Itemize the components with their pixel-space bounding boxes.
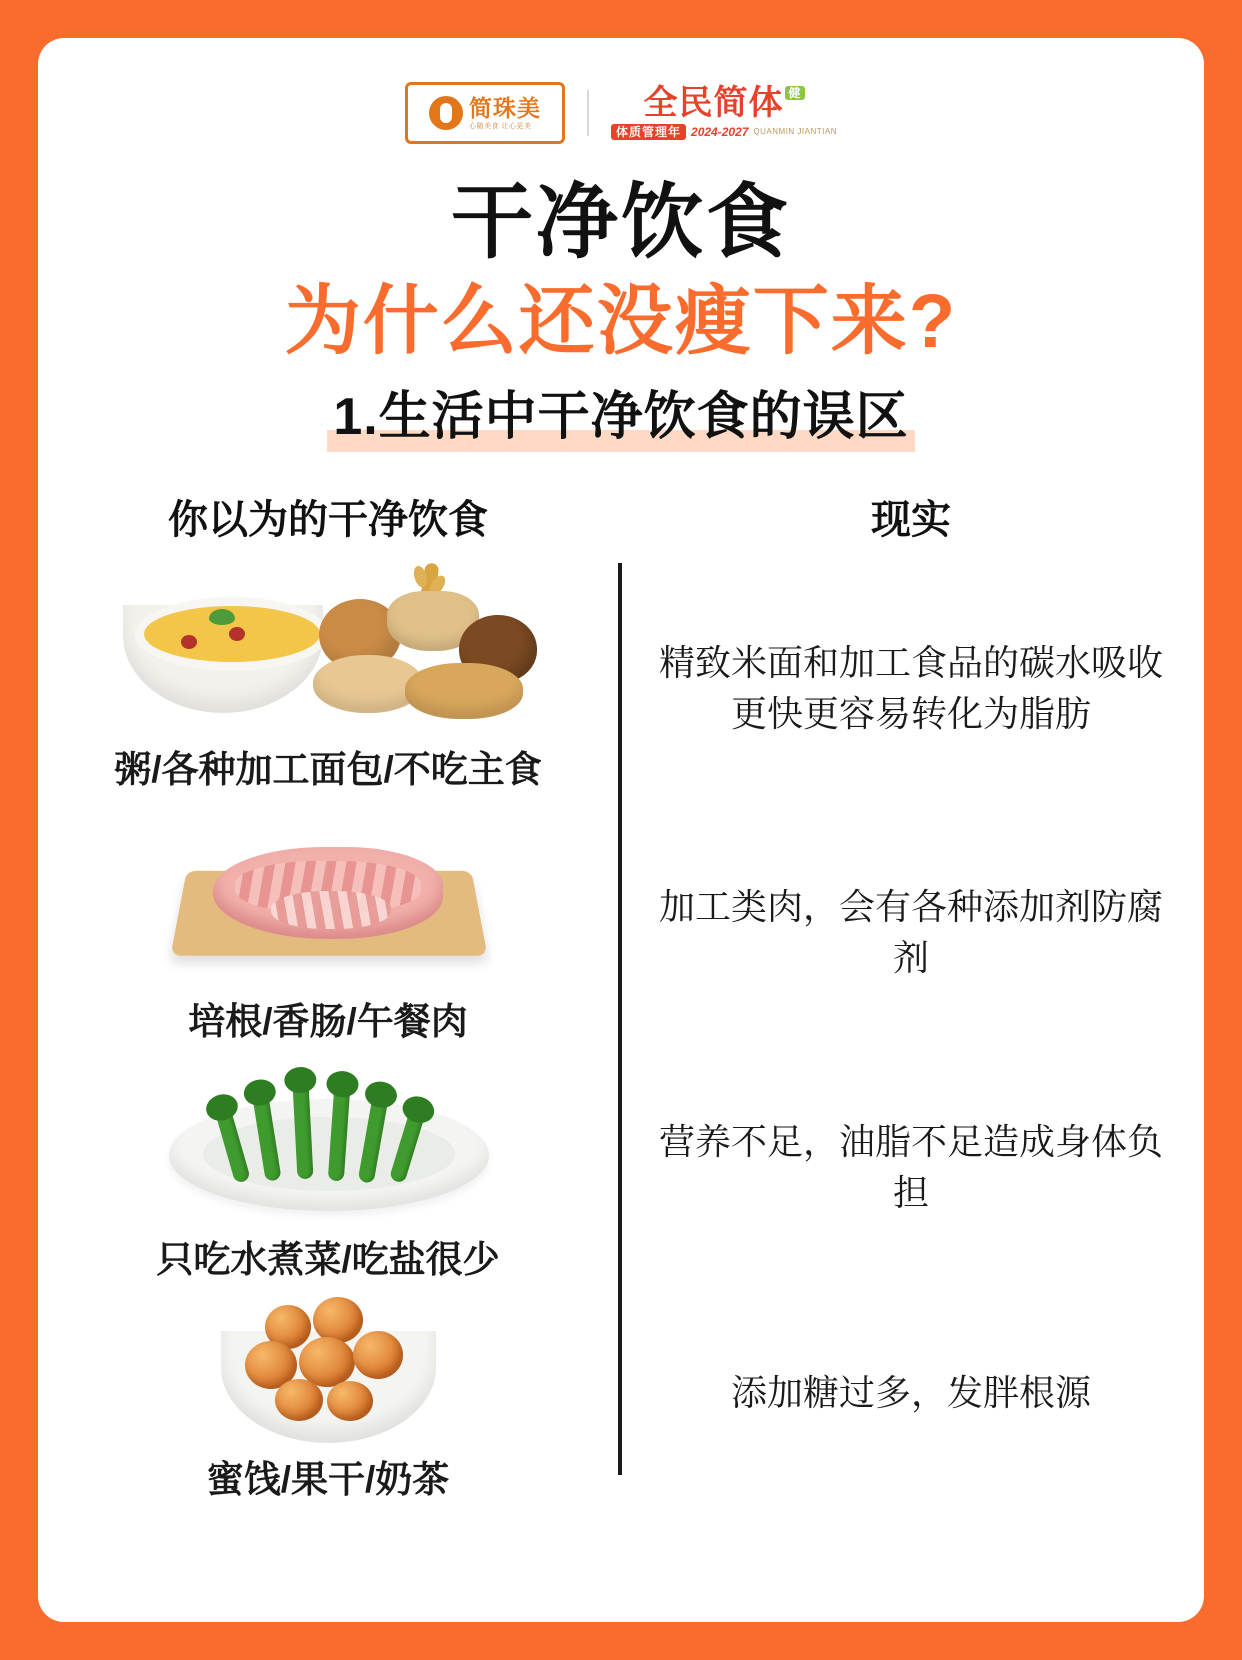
column-divider: [618, 563, 622, 1475]
column-header-left: 你以为的干净饮食: [168, 497, 488, 542]
section-title: 1.生活中干净饮食的误区: [327, 388, 914, 452]
bowl-logo-icon: [429, 96, 463, 130]
brand-logo-secondary-name: 全民简体: [643, 84, 784, 122]
reality-cell: [618, 563, 1204, 813]
brand-logo-primary-name: 简珠美: [469, 94, 542, 121]
brand-logo-primary-tagline: 心随美食 让心更美: [469, 122, 532, 130]
section-title-wrap: [38, 388, 1204, 452]
column-right: [618, 563, 1204, 1503]
bacon-on-board-photo: [113, 813, 543, 981]
congee-bread-photo: [113, 563, 543, 731]
brand-logo-secondary-badge: 体质管理年: [611, 124, 686, 140]
reality-cell: [618, 813, 1204, 1051]
brand-logo-secondary: [611, 86, 837, 140]
bread-assortment-icon: [309, 563, 539, 731]
row-caption: 粥/各种加工面包/不吃主食: [114, 748, 542, 790]
boiled-greens-photo: [113, 1051, 543, 1219]
brand-logo-secondary-pinyin: QUANMIN JIANTIAN: [753, 127, 837, 136]
congee-bowl-icon: [123, 587, 323, 717]
reality-text: 营养不足，油脂不足造成身体负担: [658, 1120, 1163, 1213]
brand-logo-secondary-square-badge: 健: [785, 86, 804, 100]
page-subtitle: 为什么还没瘦下来?: [284, 279, 958, 365]
reality-text: 添加糖过多，发胖根源: [730, 1372, 1091, 1414]
brand-logo-primary: [405, 82, 565, 144]
reality-cell: [618, 1051, 1204, 1283]
poster-card: [38, 38, 1204, 1622]
candied-fruit-photo: [113, 1283, 543, 1439]
brand-logo-secondary-years: 2024-2027: [691, 125, 749, 139]
green-vegetables-icon: [207, 1065, 451, 1185]
column-header-right: 现实: [871, 497, 951, 542]
column-left: [38, 563, 618, 1503]
page-title: 干净饮食: [450, 177, 791, 268]
row-caption: 蜜饯/果干/奶茶: [206, 1458, 450, 1500]
row-caption: 只吃水煮菜/吃盐很少: [156, 1238, 500, 1280]
table-row: [38, 1283, 618, 1503]
brand-logo-row: [38, 38, 1204, 152]
reality-cell: [618, 1283, 1204, 1503]
table-row: [38, 1051, 618, 1283]
reality-text: 加工类肉，会有各种添加剂防腐剂: [658, 885, 1163, 978]
row-caption: 培根/香肠/午餐肉: [188, 1000, 468, 1042]
comparison-table: [38, 563, 1204, 1503]
table-row: [38, 813, 618, 1051]
column-headers: [38, 488, 1204, 545]
sliced-bacon-icon: [213, 847, 443, 939]
logo-divider: [587, 90, 589, 136]
table-row: [38, 563, 618, 813]
reality-text: 精致米面和加工食品的碳水吸收更快更容易转化为脂肪: [658, 641, 1163, 734]
